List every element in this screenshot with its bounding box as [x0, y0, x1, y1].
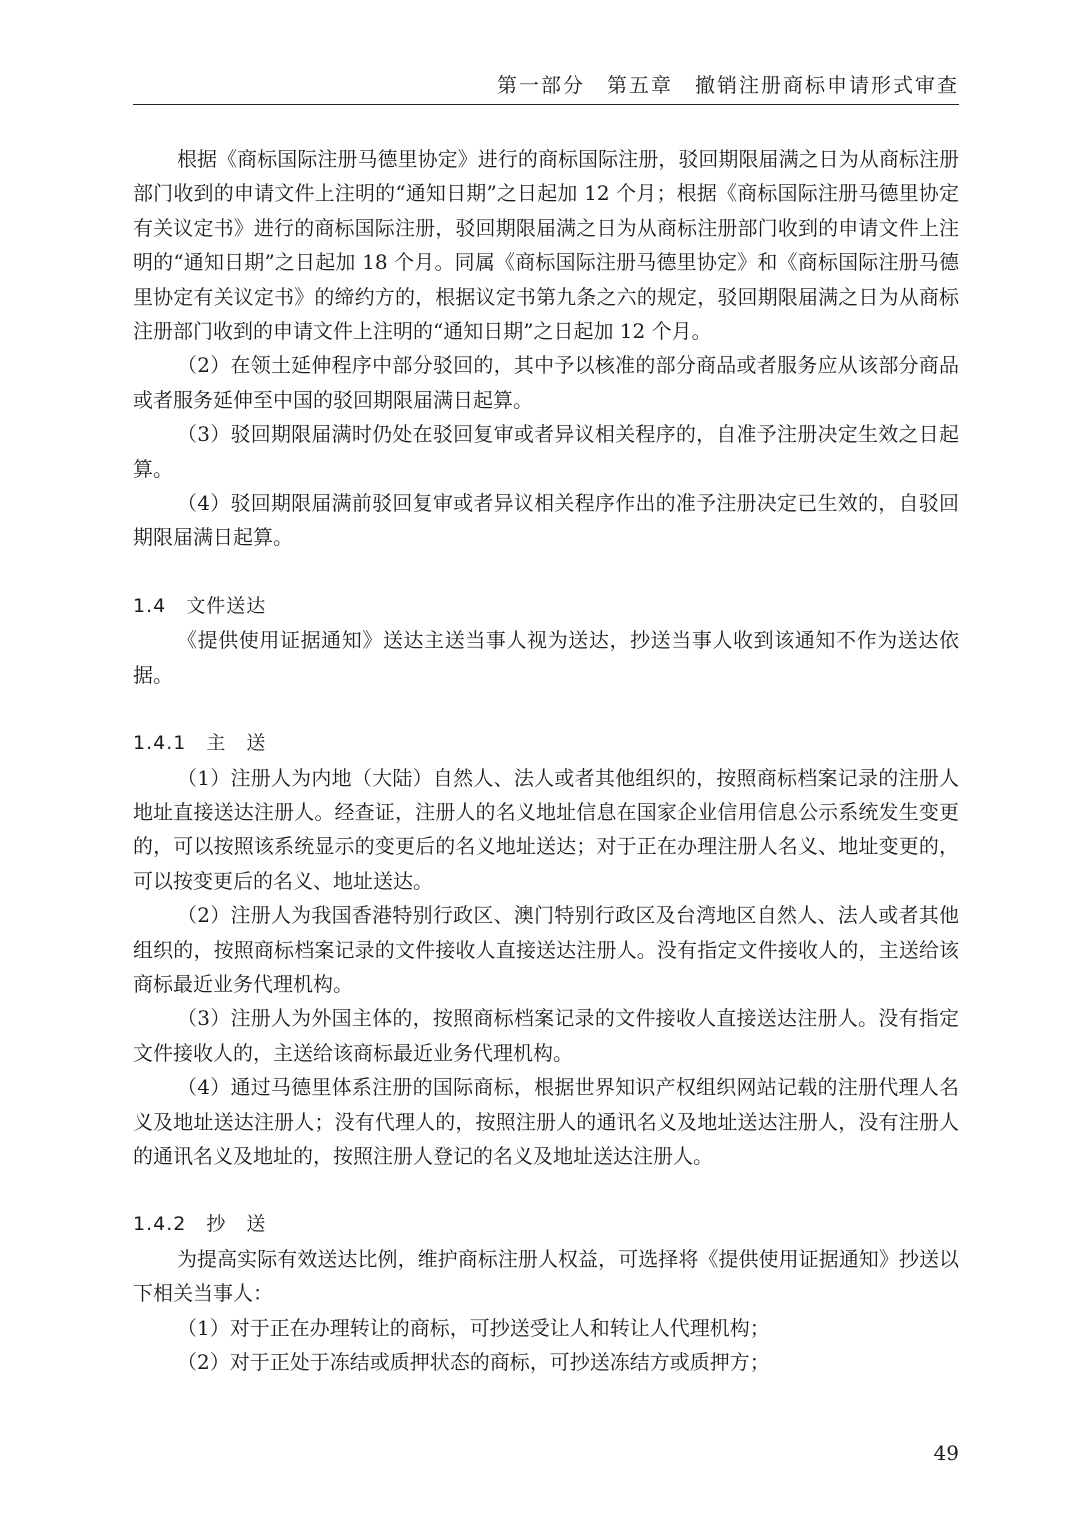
paragraph-main-delivery-4: （4）通过马德里体系注册的国际商标，根据世界知识产权组织网站记载的注册代理人名义及地址送达注册人；没有代理人的，按照注册人的通讯名义及地址送达注册人，没有注册人的通讯名义及地址的，按照注册人登记的名义及地址送达注册人。	[133, 1075, 959, 1168]
section-gap	[133, 692, 959, 726]
section-heading-1-4-2: 1.4.2 抄 送	[133, 1213, 267, 1236]
paragraph-item-3: （3）驳回期限届满时仍处在驳回复审或者异议相关程序的，自准予注册决定生效之日起算。	[133, 422, 959, 481]
paragraph-copy-intro: 为提高实际有效送达比例，维护商标注册人权益，可选择将《提供使用证据通知》抄送以下相关当事人：	[133, 1246, 959, 1306]
paragraph-madrid-deadline: 根据《商标国际注册马德里协定》进行的商标国际注册，驳回期限届满之日为从商标注册部门收到的申请文件上注明的“通知日期”之日起加 12 个月；根据《商标国际注册马德里协定有关议定书》进行的商标国际注册，驳回期限届满之日为从商标注册部门收到的申请文件上注明的“通知日期”之日起加 18 个月。同属《商标国际注册马德里协定》和《商标国际注册马德里协定有关议定书》的缔约方的，根据议定书第九条之六的规定，驳回期限届满之日为从商标注册部门收到的申请文件上注明的“通知日期”之日起加 12 个月。	[133, 147, 959, 344]
paragraph-delivery: 《提供使用证据通知》送达主送当事人视为送达，抄送当事人收到该通知不作为送达依据。	[133, 628, 959, 687]
paragraph-item-2: （2）在领土延伸程序中部分驳回的，其中予以核准的部分商品或者服务应从该部分商品或者服务延伸至中国的驳回期限届满日起算。	[133, 353, 959, 412]
paragraph-item-4: （4）驳回期限届满前驳回复审或者异议相关程序作出的准予注册决定已生效的，自驳回期限届满日起算。	[133, 491, 959, 550]
page-body	[133, 142, 959, 1379]
section-gap	[133, 1173, 959, 1207]
paragraph-copy-2: （2）对于正处于冻结或质押状态的商标，可抄送冻结方或质押方；	[177, 1350, 770, 1374]
paragraph-main-delivery-1: （1）注册人为内地（大陆）自然人、法人或者其他组织的，按照商标档案记录的注册人地址直接送达注册人。经查证，注册人的名义地址信息在国家企业信用信息公示系统发生变更的，可以按照该系统显示的变更后的名义地址送达；对于正在办理注册人名义、地址变更的，可以按变更后的名义、地址送达。	[133, 765, 959, 893]
header-rule	[133, 104, 959, 105]
page-number: 49	[933, 1441, 959, 1465]
running-header: 第一部分 第五章 撤销注册商标申请形式审查	[497, 73, 959, 97]
section-heading-1-4: 1.4 文件送达	[133, 594, 267, 617]
section-heading-1-4-1: 1.4.1 主 送	[133, 732, 267, 755]
paragraph-main-delivery-3: （3）注册人为外国主体的，按照商标档案记录的文件接收人直接送达注册人。没有指定文件接收人的，主送给该商标最近业务代理机构。	[133, 1006, 959, 1065]
section-gap	[133, 555, 959, 589]
paragraph-main-delivery-2: （2）注册人为我国香港特别行政区、澳门特别行政区及台湾地区自然人、法人或者其他组织的，按照商标档案记录的文件接收人直接送达注册人。没有指定文件接收人的，主送给该商标最近业务代理机构。	[133, 903, 959, 996]
paragraph-copy-1: （1）对于正在办理转让的商标，可抄送受让人和转让人代理机构；	[177, 1315, 770, 1340]
